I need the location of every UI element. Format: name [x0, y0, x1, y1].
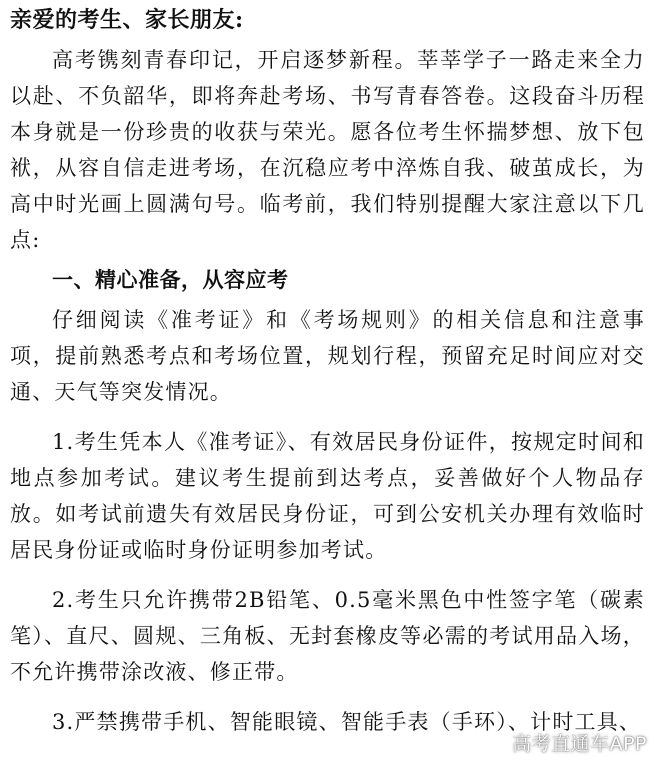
greeting: 亲爱的考生、家长朋友: — [10, 7, 244, 33]
intro-paragraph: 高考镌刻青春印记，开启逐梦新程。莘莘学子一路走来全力以赴、不负韶华，即将奔赴考场、书写青春答卷。这段奋斗历程本身就是一份珍贵的收获与荣光。愿各位考生怀揣梦想、放下包袱，从容自信走进考场，在沉稳应考中淬炼自我、破茧成长，为高中时光画上圆满句号。临考前，我们特别提醒大家注意以下几点: — [10, 48, 645, 252]
section-lead-paragraph: 仔细阅读《准考证》和《考场规则》的相关信息和注意事项，提前熟悉考点和考场位置，规划行程，预留充足时间应对交通、天气等突发情况。 — [10, 308, 645, 404]
item-2-paragraph: 2.考生只允许携带2B铅笔、0.5毫米黑色中性签字笔（碳素笔）、直尺、圆规、三角板、无封套橡皮等必需的考试用品入场，不允许携带涂改液、修正带。 — [10, 588, 645, 684]
item-3-paragraph: 3.严禁携带手机、智能眼镜、智能手表（手环）、计时工具、 — [52, 710, 642, 734]
app-watermark: 高考直通车APP — [512, 733, 647, 755]
item-1-paragraph: 1.考生凭本人《准考证》、有效居民身份证件，按规定时间和地点参加考试。建议考生提前到达考点，妥善做好个人物品存放。如考试前遗失有效居民身份证，可到公安机关办理有效临时居民身份证或临时身份证明参加考试。 — [10, 430, 645, 562]
section-heading: 一、精心准备，从容应考 — [52, 267, 289, 292]
